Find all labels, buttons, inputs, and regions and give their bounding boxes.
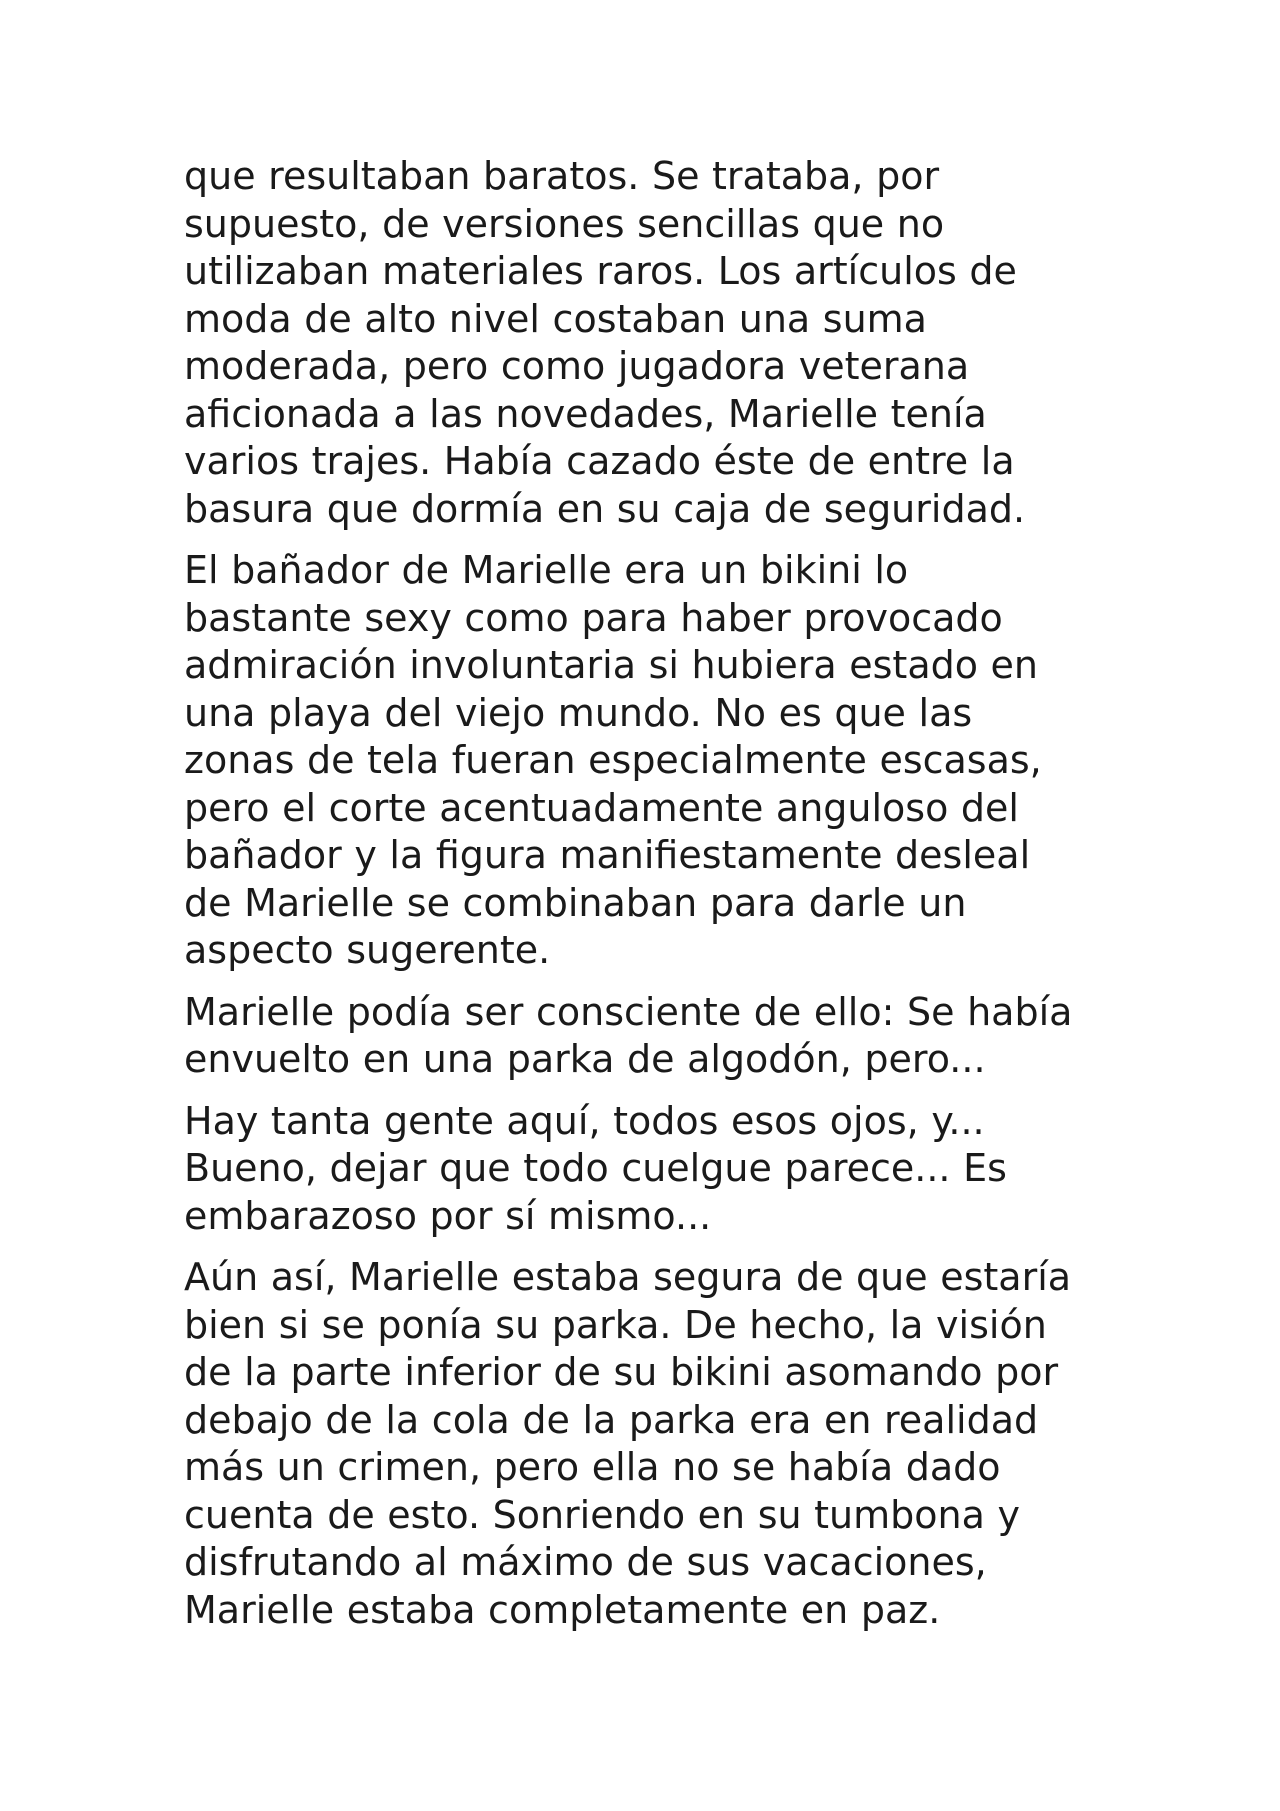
text-line: supuesto, de versiones sencillas que no: [184, 201, 945, 246]
text-line: Marielle estaba completamente en paz.: [184, 1587, 941, 1632]
text-line: embarazoso por sí mismo...: [184, 1193, 712, 1238]
text-line: más un crimen, pero ella no se había dado: [184, 1445, 1001, 1489]
text-line: debajo de la cola de la parka era en realidad: [184, 1397, 1039, 1442]
text-line: Hay tanta gente aquí, todos esos ojos, y...: [184, 1098, 985, 1143]
text-line: moda de alto nivel costaban una suma: [184, 296, 927, 341]
paragraph-1: [184, 153, 1124, 533]
paragraph-2: [184, 547, 1124, 975]
text-line: bastante sexy como para haber provocado: [184, 595, 1003, 640]
text-line: pero el corte acentuadamente anguloso del: [184, 785, 1019, 830]
text-line: zonas de tela fueran especialmente escasas,: [184, 738, 1042, 782]
text-line: El bañador de Marielle era un bikini lo: [184, 548, 909, 592]
text-line: varios trajes. Había cazado éste de entre la: [184, 439, 1015, 483]
text-line: bañador y la figura manifiestamente desleal: [184, 833, 1031, 877]
text-line: aficionada a las novedades, Marielle tenía: [184, 391, 987, 436]
text-line: de la parte inferior de su bikini asomando por: [184, 1350, 1059, 1394]
text-line: moderada, pero como jugadora veterana: [184, 344, 970, 388]
text-line: basura que dormía en su caja de seguridad.: [184, 486, 1026, 531]
text-line: admiración involuntaria si hubiera estado en: [184, 643, 1039, 687]
text-line: Marielle podía ser consciente de ello: Se había: [184, 989, 1073, 1034]
text-line: de Marielle se combinaban para darle un: [184, 880, 967, 925]
paragraph-3: [184, 989, 1124, 1084]
text-line: Aún así, Marielle estaba segura de que estaría: [184, 1255, 1072, 1299]
text-line: que resultaban baratos. Se trataba, por: [184, 154, 940, 198]
text-line: cuenta de esto. Sonriendo en su tumbona y: [184, 1492, 1020, 1537]
paragraph-4: [184, 1098, 1124, 1241]
paragraph-5: [184, 1254, 1124, 1634]
text-line: utilizaban materiales raros. Los artículos de: [184, 249, 1017, 293]
text-column: [184, 153, 1124, 1648]
text-line: aspecto sugerente.: [184, 928, 551, 972]
text-line: Bueno, dejar que todo cuelgue parece... Es: [184, 1146, 1007, 1190]
text-line: una playa del viejo mundo. No es que las: [184, 690, 973, 735]
text-line: bien si se ponía su parka. De hecho, la visión: [184, 1302, 1047, 1347]
text-line: envuelto en una parka de algodón, pero...: [184, 1037, 986, 1081]
text-line: disfrutando al máximo de sus vacaciones,: [184, 1540, 987, 1584]
